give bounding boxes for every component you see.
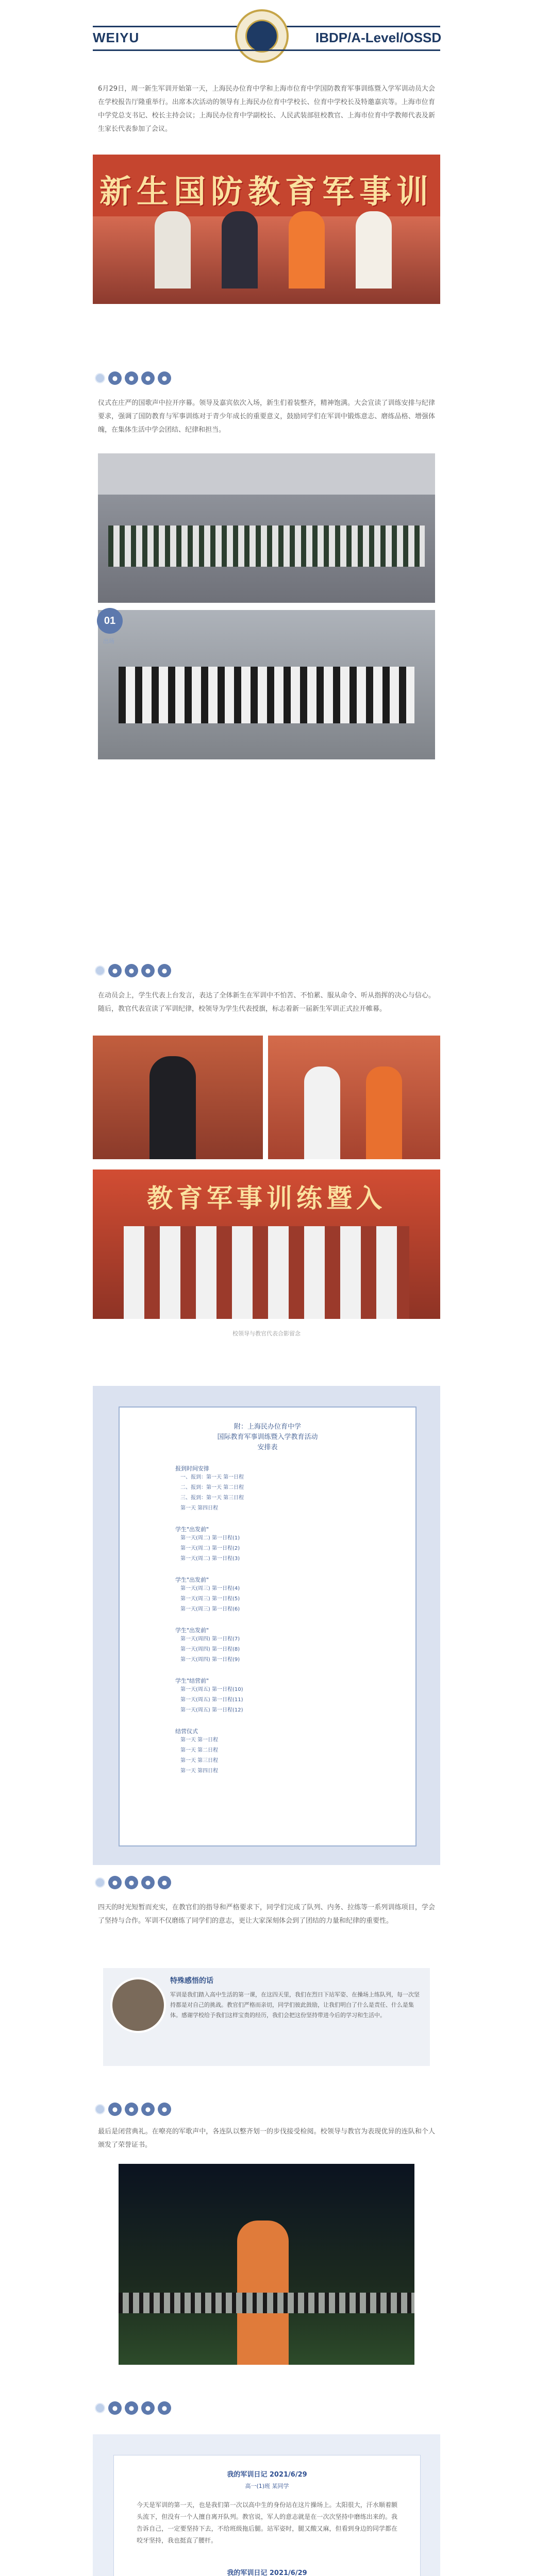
decor-circle-icon: ●	[141, 2401, 155, 2415]
schedule-line: 二、报到：第一天 第二日程	[180, 1485, 244, 1490]
decor-circle-icon: ●	[158, 964, 171, 977]
schedule-line: 第一天 第四日程	[180, 1768, 219, 1774]
group-photo: 教育军事训练暨入	[93, 1170, 440, 1319]
decor-circle-icon: ●	[158, 2103, 171, 2116]
photo-caption: 校领导与教官代表合影留念	[232, 1330, 301, 1337]
avatar	[110, 1977, 166, 2033]
schedule-card	[93, 1386, 440, 1865]
testimonial-text: 军训是我们踏入高中生活的第一课，在这四天里，我们在烈日下站军姿、在操场上练队列，每一次坚持都是对自己的挑战。教官们严格而亲切，同学们彼此鼓励，让我们明白了什么是责任、什么是集体。感谢学校给予我们这样宝贵的经历，我们会把这份坚持带进今后的学习和生活中。	[170, 1991, 420, 2019]
schedule-group-title: 学生"出发前"	[175, 1627, 209, 1634]
schedule-line: 第一天(周四) 第一日程(7)	[180, 1636, 240, 1642]
schedule-group-title: 报到时间安排	[175, 1465, 209, 1472]
decor-circle-icon: ●	[125, 2401, 138, 2415]
speech-photo	[93, 1036, 263, 1159]
ceremony-photo-2	[98, 610, 435, 759]
section3-paragraph: 四天的时光短暂而充实，在教官们的指导和严格要求下，同学们完成了队列、内务、拉练等一系列训练项目，学会了坚持与合作。军训不仅磨练了同学们的意志，更让大家深刻体会到了团结的力量和纪律的重要性。	[98, 1904, 435, 1925]
header-left-title: WEIYU	[93, 30, 140, 45]
section-number-badge: 01	[97, 608, 123, 634]
schedule-group-title: 学生"结营前"	[175, 1677, 209, 1684]
header-rule-bottom	[93, 49, 440, 51]
schedule-line: 第一天 第四日程	[180, 1505, 219, 1511]
decor-circle-icon: ●	[141, 2103, 155, 2116]
schedule-line: 第一天(周二) 第一日程(3)	[180, 1556, 240, 1562]
decor-circle-icon: ●	[108, 2401, 122, 2415]
schedule-group-title: 结营仪式	[175, 1728, 198, 1735]
schedule-line: 第一天(周二) 第一日程(1)	[180, 1535, 240, 1541]
header	[0, 0, 533, 77]
schedule-line: 第一天(周五) 第一日程(11)	[180, 1697, 243, 1703]
decor-circle-icon: ●	[108, 371, 122, 385]
testimonial-title: 特殊感悟的话	[170, 1977, 213, 1985]
schedule-line: 第一天(周三) 第一日程(4)	[180, 1586, 240, 1591]
bullet-dot-icon	[95, 1877, 105, 1888]
schedule-line: 第一天(周五) 第一日程(10)	[180, 1687, 243, 1692]
schedule-group-title: 学生"出发前"	[175, 1526, 209, 1533]
decor-circle-icon: ●	[108, 964, 122, 977]
schedule-line: 一、报到：第一天 第一日程	[180, 1475, 244, 1480]
schedule-inner	[119, 1406, 417, 1846]
decor-circle-icon: ●	[108, 1876, 122, 1889]
section-number-label: 出场	[103, 638, 114, 645]
schedule-line: 第一天(周三) 第一日程(6)	[180, 1606, 240, 1612]
award-photo	[268, 1036, 440, 1159]
schedule-line: 三、报到：第一天 第三日程	[180, 1495, 244, 1501]
schedule-line: 第一天 第三日程	[180, 1758, 219, 1764]
schedule-group-title: 学生"出发前"	[175, 1577, 209, 1583]
diary-entry	[114, 2567, 420, 2576]
section-heading-3	[95, 1875, 171, 1890]
bullet-dot-icon	[95, 2104, 105, 2114]
banner-text: 新生国防教育军事训	[99, 173, 434, 210]
decor-circle-icon: ●	[125, 2103, 138, 2116]
schedule-title-3: 安排表	[257, 1444, 278, 1451]
schedule-line: 第一天 第一日程	[180, 1737, 219, 1743]
schedule-line: 第一天(周二) 第一日程(2)	[180, 1546, 240, 1551]
decor-circle-icon: ●	[158, 1876, 171, 1889]
decor-circle-icon: ●	[125, 1876, 138, 1889]
diary-card	[113, 2455, 421, 2576]
schedule-line: 第一天(周三) 第一日程(5)	[180, 1596, 240, 1602]
schedule-line: 第一天(周五) 第一日程(12)	[180, 1707, 243, 1713]
schedule-groups	[120, 1464, 415, 1776]
schedule-title-1: 附：上海民办位育中学	[234, 1423, 301, 1431]
diary-section	[93, 2434, 440, 2576]
section1-paragraph: 仪式在庄严的国歌声中拉开序幕。领导及嘉宾依次入场，新生们着装整齐，精神饱满。大会宣读了训练安排与纪律要求，强调了国防教育与军事训练对于青少年成长的重要意义，鼓励同学们在军训中锻炼意志、磨练品格、增强体魄，在集体生活中学会团结、纪律和担当。	[98, 399, 435, 434]
decor-circle-icon: ●	[158, 2401, 171, 2415]
schedule-line: 第一天 第二日程	[180, 1748, 219, 1753]
night-photo	[119, 2164, 414, 2365]
schedule-line: 第一天(周四) 第一日程(8)	[180, 1647, 240, 1652]
decor-circle-icon: ●	[108, 2103, 122, 2116]
section4-paragraph: 最后是闭营典礼。在嘹亮的军歌声中，各连队以整齐划一的步伐接受检阅。校领导与教官为表现优异的连队和个人颁发了荣誉证书。	[98, 2128, 435, 2149]
school-emblem-logo	[235, 9, 289, 63]
decor-circle-icon: ●	[158, 371, 171, 385]
header-right-title: IBDP/A-Level/OSSD	[315, 30, 442, 45]
diary-text: 今天是军训的第一天，也是我们第一次以高中生的身份站在这片操场上。太阳很大，汗水顺着额头流下，但没有一个人擅自离开队列。教官说，军人的意志就是在一次次坚持中磨练出来的。我告诉自己，一定要坚持下去，不给班级拖后腿。站军姿时，腿又酸又麻，但看到身边的同学都在咬牙坚持，我也挺直了腰杆。	[137, 2501, 397, 2544]
decor-circle-icon: ●	[141, 371, 155, 385]
section2-paragraph: 在动员会上，学生代表上台发言，表达了全体新生在军训中不怕苦、不怕累、服从命令、听从指挥的决心与信心。随后，教官代表宣读了军训纪律，校领导为学生代表授旗，标志着新一届新生军训正式拉开帷幕。	[98, 992, 435, 1013]
bullet-dot-icon	[95, 965, 105, 976]
testimonial-box	[103, 1968, 430, 2066]
diary-author: 高一(1)班 某同学	[245, 2483, 289, 2489]
schedule-line: 第一天(周四) 第一日程(9)	[180, 1657, 240, 1663]
decor-circle-icon: ●	[141, 964, 155, 977]
diary-entry	[114, 2469, 420, 2547]
diary-date: 我的军训日记 2021/6/29	[227, 2471, 307, 2479]
banner-photo	[93, 155, 440, 304]
section-heading-5	[95, 2401, 171, 2415]
decor-circle-icon: ●	[141, 1876, 155, 1889]
ceremony-photo-1	[98, 453, 435, 603]
section-heading-1	[95, 371, 171, 385]
section-heading-2	[95, 963, 171, 978]
decor-circle-icon: ●	[125, 964, 138, 977]
decor-circle-icon: ●	[125, 371, 138, 385]
diary-date: 我的军训日记 2021/6/29	[227, 2569, 307, 2576]
bullet-dot-icon	[95, 2403, 105, 2413]
bullet-dot-icon	[95, 373, 105, 383]
schedule-title-2: 国际教育军事训练暨入学教育活动	[217, 1433, 318, 1441]
section-heading-4	[95, 2102, 171, 2116]
intro-paragraph: 6月29日，周一新生军训开始第一天，上海民办位育中学和上海市位育中学国防教育军事训练暨入学军训动员大会在学校报告厅隆重举行。出席本次活动的领导有上海民办位育中学校长、位育中学校长及特邀嘉宾等。上海市位育中学党总支书记、校长主持会议；上海民办位育中学副校长、人民武装部驻校教官、上海市位育中学教师代表及新生家长代表参加了会议。	[98, 85, 435, 133]
